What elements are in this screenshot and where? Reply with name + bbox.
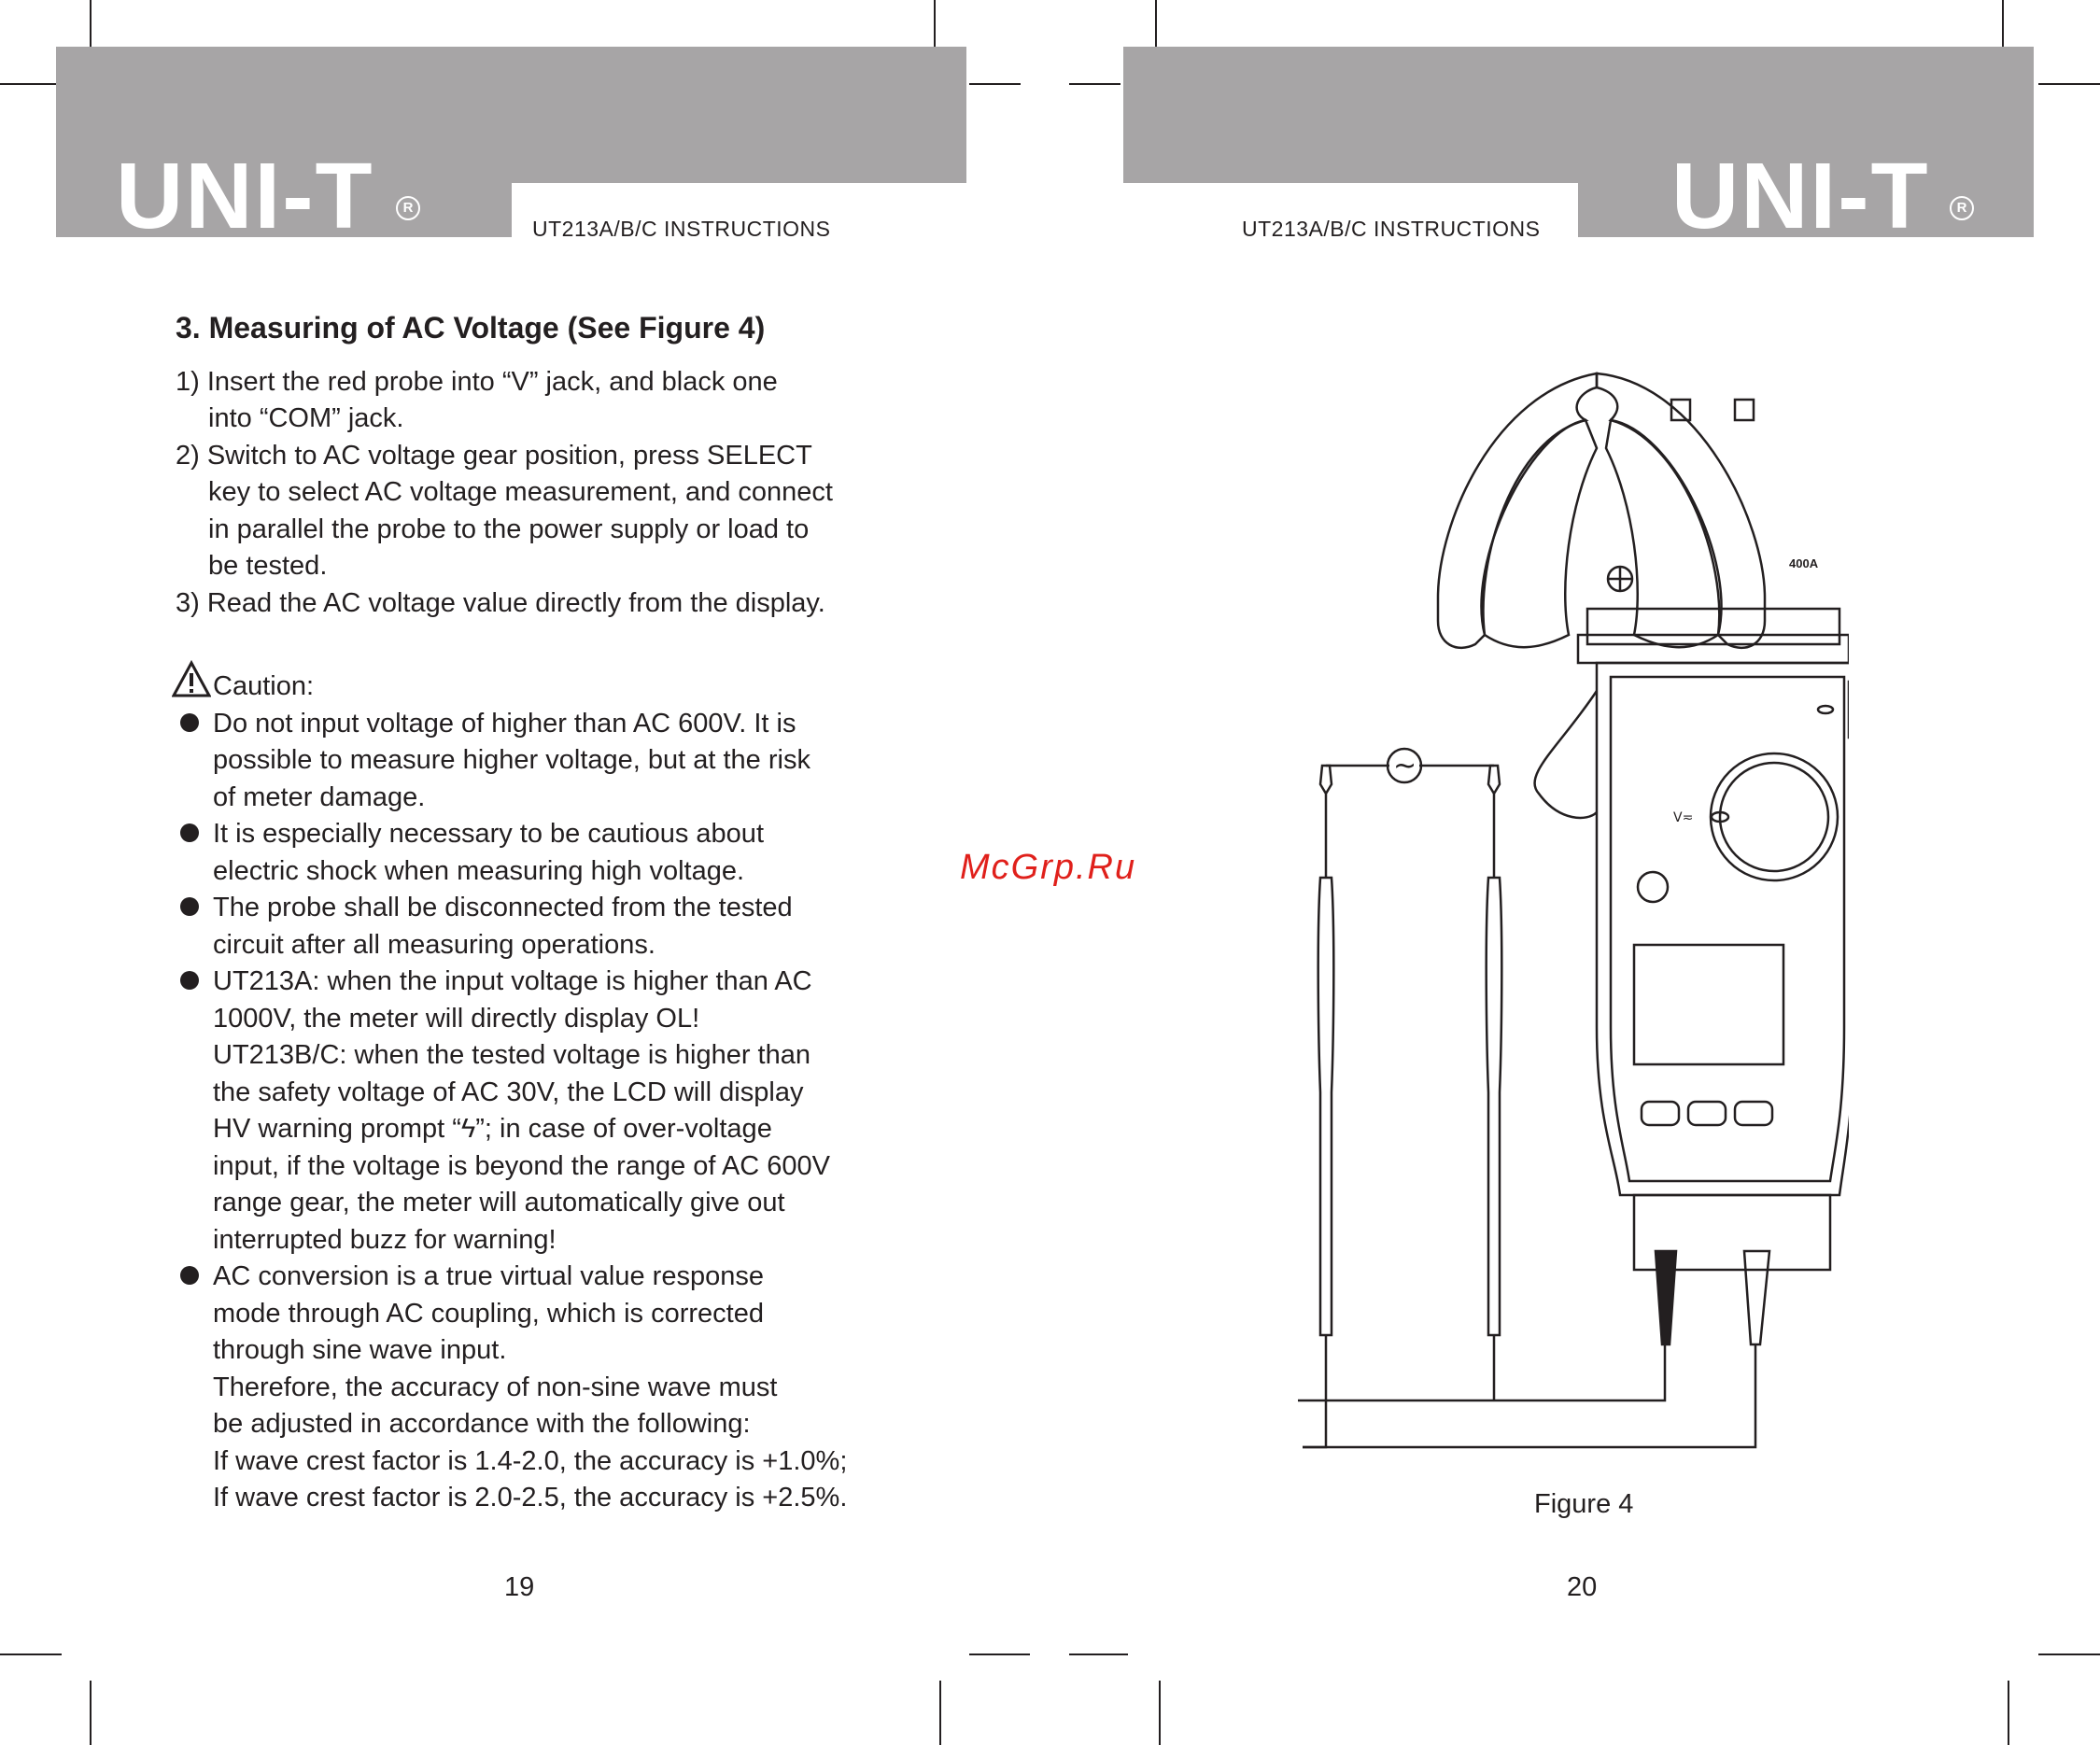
- bullet-line: HV warning prompt “ϟ”; in case of over-voltage: [213, 1114, 772, 1144]
- bullet-line: circuit after all measuring operations.: [213, 930, 655, 960]
- registered-mark: R: [396, 196, 420, 220]
- bullet-line: electric shock when measuring high voltage.: [213, 856, 745, 886]
- bullet-line: UT213A: when the input voltage is higher than AC: [213, 966, 812, 996]
- crop-mark: [2038, 1654, 2100, 1655]
- bullet-dot: [180, 897, 199, 916]
- crop-mark: [969, 83, 1021, 85]
- brand-logo: UNI-T: [1671, 144, 1930, 248]
- crop-mark: [939, 1681, 941, 1745]
- crop-mark: [969, 1654, 1030, 1655]
- crop-mark: [1069, 1654, 1128, 1655]
- crop-mark: [2008, 1681, 2009, 1745]
- bullet-line: input, if the voltage is beyond the range of AC 600V: [213, 1151, 831, 1181]
- header-label: UT213A/B/C INSTRUCTIONS: [1242, 217, 1541, 241]
- step-line: 3) Read the AC voltage value directly from the display.: [176, 588, 825, 618]
- bullet-line: If wave crest factor is 2.0-2.5, the accuracy is +2.5%.: [213, 1483, 848, 1513]
- bullet-line: 1000V, the meter will directly display OL!: [213, 1004, 700, 1034]
- page-number: 19: [504, 1572, 535, 1602]
- registered-mark: R: [1950, 196, 1974, 220]
- step-line: in parallel the probe to the power supply or load to: [208, 514, 810, 544]
- step-line: into “COM” jack.: [208, 403, 404, 433]
- bullet-line: interrupted buzz for warning!: [213, 1225, 557, 1255]
- bullet-dot: [180, 713, 199, 732]
- header-label: UT213A/B/C INSTRUCTIONS: [532, 217, 831, 241]
- bullet-line: through sine wave input.: [213, 1335, 507, 1365]
- crop-mark: [2002, 0, 2004, 47]
- clamp-meter-figure: [1289, 355, 1849, 1457]
- bullet-line: be adjusted in accordance with the following:: [213, 1409, 751, 1439]
- page-number: 20: [1567, 1572, 1598, 1602]
- bullet-line: Therefore, the accuracy of non-sine wave must: [213, 1372, 778, 1402]
- section-title: 3. Measuring of AC Voltage (See Figure 4): [176, 311, 766, 345]
- crop-mark: [1155, 0, 1157, 47]
- bullet-line: mode through AC coupling, which is corrected: [213, 1299, 764, 1329]
- bullet-line: of meter damage.: [213, 782, 426, 812]
- jaw-rating-label: 400A: [1789, 556, 1819, 570]
- caution-label: Caution:: [213, 671, 315, 701]
- bullet-line: the safety voltage of AC 30V, the LCD will display: [213, 1077, 804, 1107]
- figure-caption: Figure 4: [1534, 1489, 1634, 1519]
- bullet-line: AC conversion is a true virtual value response: [213, 1261, 764, 1291]
- crop-mark: [90, 1681, 92, 1745]
- crop-mark: [90, 0, 92, 47]
- crop-mark: [0, 83, 56, 85]
- step-line: key to select AC voltage measurement, and connect: [208, 477, 833, 507]
- bullet-dot: [180, 1266, 199, 1285]
- brand-logo: UNI-T: [116, 144, 374, 248]
- step-line: 1) Insert the red probe into “V” jack, and black one: [176, 367, 778, 397]
- crop-mark: [934, 0, 936, 47]
- crop-mark: [2038, 83, 2100, 85]
- bullet-dot: [180, 971, 199, 990]
- crop-mark: [0, 1654, 62, 1655]
- warning-icon: [172, 660, 211, 697]
- dial-label: V≂: [1673, 810, 1694, 825]
- bullet-line: It is especially necessary to be cautious about: [213, 819, 764, 849]
- bullet-line: range gear, the meter will automatically give out: [213, 1188, 785, 1217]
- crop-mark: [1069, 83, 1120, 85]
- watermark: McGrp.Ru: [960, 848, 1137, 887]
- bullet-line: The probe shall be disconnected from the tested: [213, 893, 793, 922]
- bullet-line: possible to measure higher voltage, but at the risk: [213, 745, 810, 775]
- step-line: 2) Switch to AC voltage gear position, press SELECT: [176, 441, 812, 471]
- crop-mark: [1159, 1681, 1161, 1745]
- bullet-line: Do not input voltage of higher than AC 600V. It is: [213, 709, 796, 739]
- source-symbol: ~: [1393, 750, 1417, 782]
- bullet-dot: [180, 823, 199, 842]
- bullet-line: UT213B/C: when the tested voltage is higher than: [213, 1040, 810, 1070]
- bullet-line: If wave crest factor is 1.4-2.0, the accuracy is +1.0%;: [213, 1446, 848, 1476]
- step-line: be tested.: [208, 551, 328, 581]
